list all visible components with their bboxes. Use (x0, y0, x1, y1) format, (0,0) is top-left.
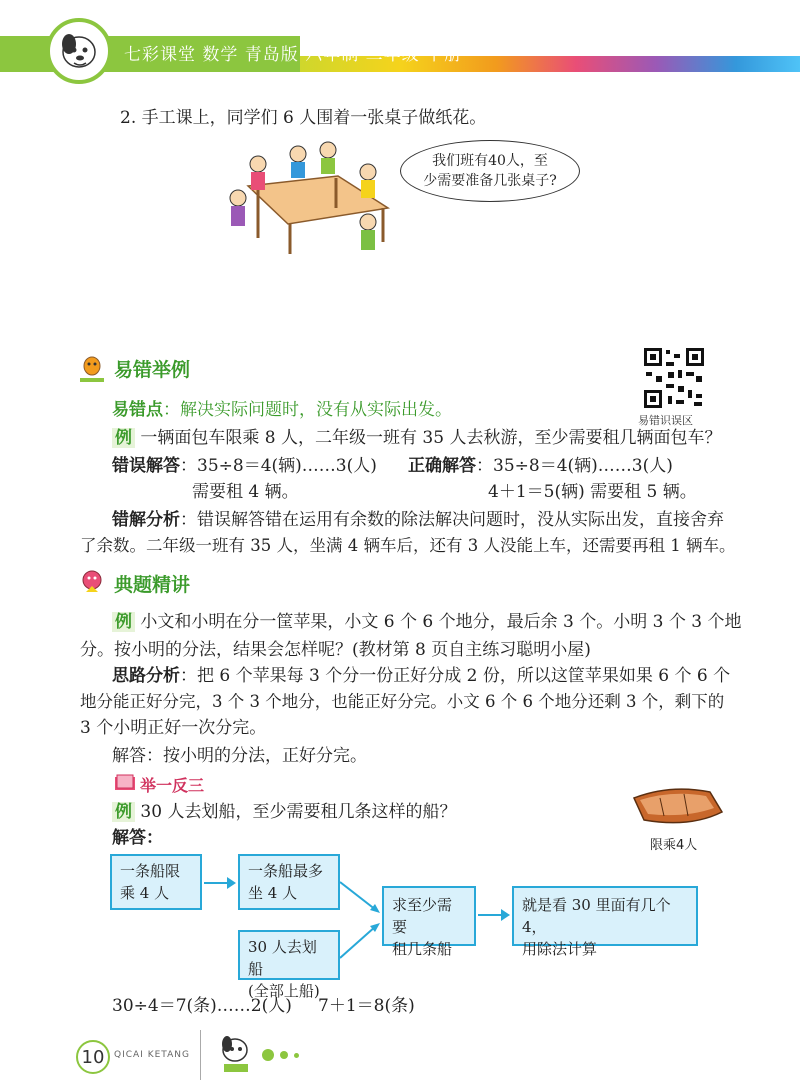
speech-bubble (400, 140, 580, 202)
page-number: 10 (76, 1040, 110, 1074)
classic-section-title: 典题精讲 (114, 574, 191, 596)
mistake-example-text: 一辆面包车限乘 8 人，二年级一班有 35 人去秋游，至少需要租几辆面包车？ (140, 428, 722, 448)
thinking-line-3: 3 个小明正好一次分完。 (80, 718, 267, 738)
footer-dot-1 (262, 1049, 274, 1061)
classic-answer-text: ：按小明的分法，正好分完。 (146, 746, 367, 766)
classic-answer-label: 解答 (112, 746, 146, 766)
boat-caption: 限乘4人 (650, 838, 698, 853)
right-answer-calc: ：35÷8＝4(辆)……3(人) (476, 456, 673, 476)
qr-code-icon[interactable] (642, 346, 706, 410)
practice-calc-1: 30÷4＝7(条)……2(人) (112, 996, 292, 1016)
classroom-table-illustration (218, 138, 398, 256)
practice-answer-label: 解答： (112, 828, 163, 848)
flow-merge-arrows (340, 880, 382, 960)
footer-brand: QICAI KETANG (114, 1050, 190, 1060)
classic-example-line-1 (112, 610, 742, 634)
problem-2-text: 2. 手工课上，同学们 6 人围着一张桌子做纸花。 (120, 108, 487, 128)
flow-box-2 (238, 854, 340, 910)
analysis-line-2: 了余数。二年级一班有 35 人，坐满 4 辆车后，还有 3 人没能上车，还需要再租 1 辆车。 (80, 536, 736, 555)
practice-example-text: 30 人去划船，至少需要租几条这样的船？ (140, 802, 457, 822)
thinking-text-1: ：把 6 个苹果每 3 个分一份正好分成 2 份，所以这筐苹果如果 6 个 6 个 (180, 666, 731, 686)
flow-box-4-line-1: 求至少需要 (392, 896, 453, 936)
bubble-line-2: 少需要准备几张桌子? (423, 173, 557, 189)
mistake-section-title: 易错举例 (114, 359, 191, 381)
classic-answer (112, 744, 367, 768)
flow-box-3 (238, 930, 340, 1000)
classic-example-label: 例 (112, 612, 135, 632)
analysis-label: 错解分析 (112, 510, 180, 530)
practice-calc-2: 7＋1＝8(条) (318, 996, 415, 1016)
practice-example (112, 800, 456, 824)
footer-mascot-icon (210, 1028, 260, 1078)
mascot-logo-icon (46, 18, 112, 84)
flow-arrow-1 (204, 882, 234, 884)
flow-box-3-line-2: (全部上船) (248, 982, 320, 1000)
mistake-point-text: ：解决实际问题时，没有从实际出发。 (163, 400, 452, 420)
classic-example-text-1: 小文和小明在分一筐苹果，小文 6 个 6 个地分，最后余 3 个。小明 3 个 3 个地 (140, 612, 742, 632)
practice-book-icon (114, 774, 136, 792)
flow-box-4-line-2: 租几条船 (392, 940, 453, 958)
analysis-line-1 (112, 508, 724, 532)
practice-example-label: 例 (112, 802, 135, 822)
flow-box-5-line-1: 就是看 30 里面有几个4， (522, 896, 671, 936)
boat-illustration (630, 778, 726, 832)
flow-box-2-line-2: 坐 4 人 (248, 884, 298, 902)
qr-caption: 易错识误区 (638, 414, 693, 427)
footer-divider (200, 1030, 201, 1080)
wrong-answer-line-2: 需要租 4 辆。 (192, 482, 299, 502)
mistake-point (112, 398, 452, 422)
analysis-text-1: ：错误解答错在运用有余数的除法解决问题时，没从实际出发，直接舍弃 (180, 510, 724, 530)
classic-section-icon (76, 566, 108, 598)
right-answer-line-2: 4＋1＝5(辆) 需要租 5 辆。 (488, 482, 697, 502)
footer-dot-2 (280, 1051, 288, 1059)
mistake-point-label: 易错点 (112, 400, 163, 420)
right-answer-line-1 (408, 454, 673, 478)
thinking-label: 思路分析 (112, 666, 180, 686)
flow-box-5 (512, 886, 698, 958)
practice-sub-title: 举一反三 (140, 776, 205, 795)
flow-box-1-line-1: 一条船限 (120, 862, 181, 880)
flow-box-3-line-1: 30 人去划船 (248, 938, 317, 978)
flow-box-1 (110, 854, 202, 910)
header-title: 七彩课堂 数学 青岛版·六年制 二年级 下册 (124, 45, 463, 65)
thinking-line-2: 地分能正好分完，3 个 3 个地分，也能正好分完。小文 6 个 6 个地分还剩 3 个，剩下的 (80, 692, 725, 711)
flow-box-2-line-1: 一条船最多 (248, 862, 324, 880)
thinking-line-1 (112, 664, 730, 688)
footer-dot-3 (294, 1053, 299, 1058)
wrong-answer-line-1 (112, 454, 377, 478)
flow-box-4 (382, 886, 476, 958)
mistake-section-icon (76, 352, 108, 384)
wrong-answer-calc: ：35÷8＝4(辆)……3(人) (180, 456, 377, 476)
bubble-line-1: 我们班有40人，至 (432, 153, 548, 169)
right-answer-label: 正确解答 (408, 456, 476, 476)
mistake-example-label: 例 (112, 428, 135, 448)
mistake-example (112, 426, 721, 450)
wrong-answer-label: 错误解答 (112, 456, 180, 476)
flow-box-5-line-2: 用除法计算 (522, 940, 598, 958)
flow-box-1-line-2: 乘 4 人 (120, 884, 170, 902)
flow-arrow-2 (478, 914, 508, 916)
classic-example-line-2: 分。按小明的分法，结果会怎样呢？(教材第 8 页自主练习聪明小屋) (80, 640, 591, 660)
